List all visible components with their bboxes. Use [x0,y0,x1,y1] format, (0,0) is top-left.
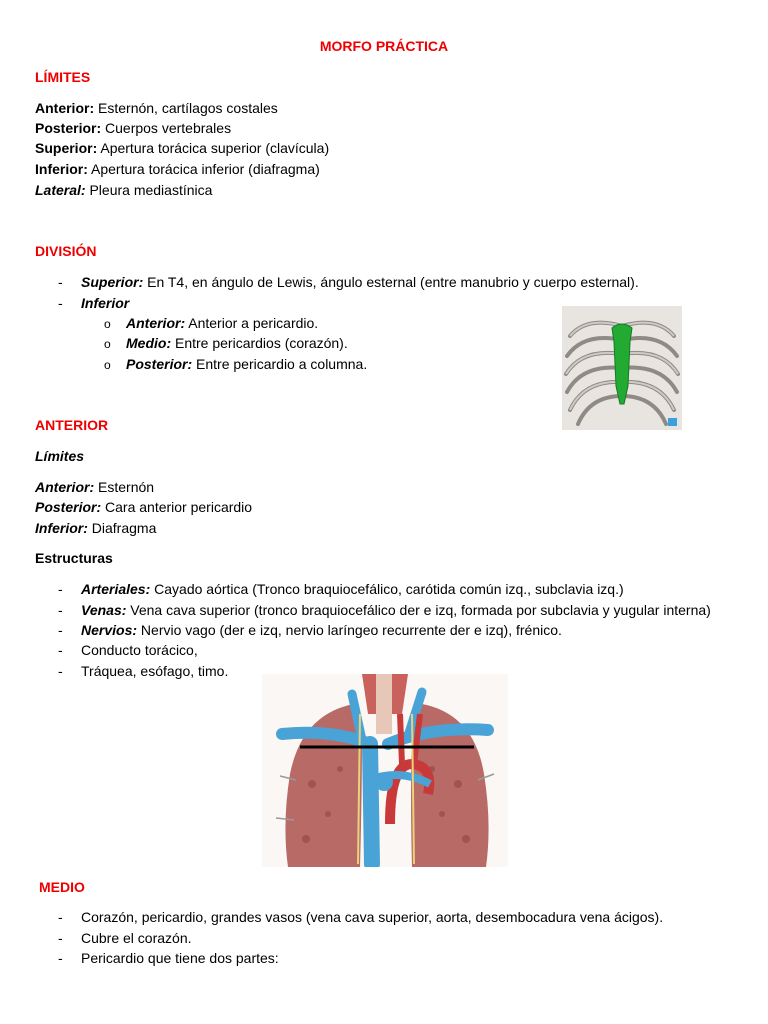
limite-row: Superior: Apertura torácica superior (clavícula) [35,140,330,156]
bullet-dash: - [58,274,63,290]
subheading-estructuras: Estructuras [35,550,113,566]
section-heading-anterior: ANTERIOR [35,417,109,433]
division-sub-item: Medio: Entre pericardios (corazón). [126,335,348,351]
limite-row: Posterior: Cuerpos vertebrales [35,120,232,136]
division-superior: Superior: En T4, en ángulo de Lewis, ángulo esternal (entre manubrio y cuerpo esternal). [81,274,639,290]
anterior-limite-row: Anterior: Esternón [35,479,155,495]
limite-row: Inferior: Apertura torácica inferior (diafragma) [35,161,320,177]
subheading-limites: Límites [35,448,85,464]
estructura-item: Venas: Vena cava superior (tronco braquiocefálico der e izq, formada por subclavia y yugular interna) [81,602,711,618]
anterior-limite-row: Inferior: Diafragma [35,520,157,536]
division-inferior: Inferior [81,295,130,311]
division-sub-item: Anterior: Anterior a pericardio. [126,315,319,331]
medio-item: Cubre el corazón. [81,930,192,946]
bullet-circle: o [104,337,111,351]
bullet-dash: - [58,622,63,638]
medio-item: Corazón, pericardio, grandes vasos (vena cava superior, aorta, desembocadura vena ácigos). [81,909,664,925]
estructura-item: Nervios: Nervio vago (der e izq, nervio laríngeo recurrente der e izq), frénico. [81,622,562,638]
medio-item: Pericardio que tiene dos partes: [81,950,279,966]
sternum-ribcage-image [562,306,682,430]
bullet-dash: - [58,642,63,658]
estructura-item: Conducto torácico, [81,642,198,658]
mediastinum-image [262,674,508,867]
bullet-circle: o [104,358,111,372]
bullet-dash: - [58,930,63,946]
division-sub-item: Posterior: Entre pericardio a columna. [126,356,368,372]
bullet-dash: - [58,602,63,618]
anterior-limite-row: Posterior: Cara anterior pericardio [35,499,253,515]
bullet-dash: - [58,663,63,679]
estructura-item: Arteriales: Cayado aórtica (Tronco braquiocefálico, carótida común izq., subclavia izq.) [81,581,624,597]
bullet-circle: o [104,317,111,331]
bullet-dash: - [58,950,63,966]
document-title: MORFO PRÁCTICA [319,38,449,54]
bullet-dash: - [58,581,63,597]
section-heading-limites: LÍMITES [35,69,91,85]
limite-row: Anterior: Esternón, cartílagos costales [35,100,278,116]
bullet-dash: - [58,295,63,311]
bullet-dash: - [58,909,63,925]
limite-row: Lateral: Pleura mediastínica [35,182,213,198]
section-heading-division: DIVISIÓN [35,243,97,259]
section-heading-medio: MEDIO [39,879,85,895]
estructura-item: Tráquea, esófago, timo. [81,663,229,679]
